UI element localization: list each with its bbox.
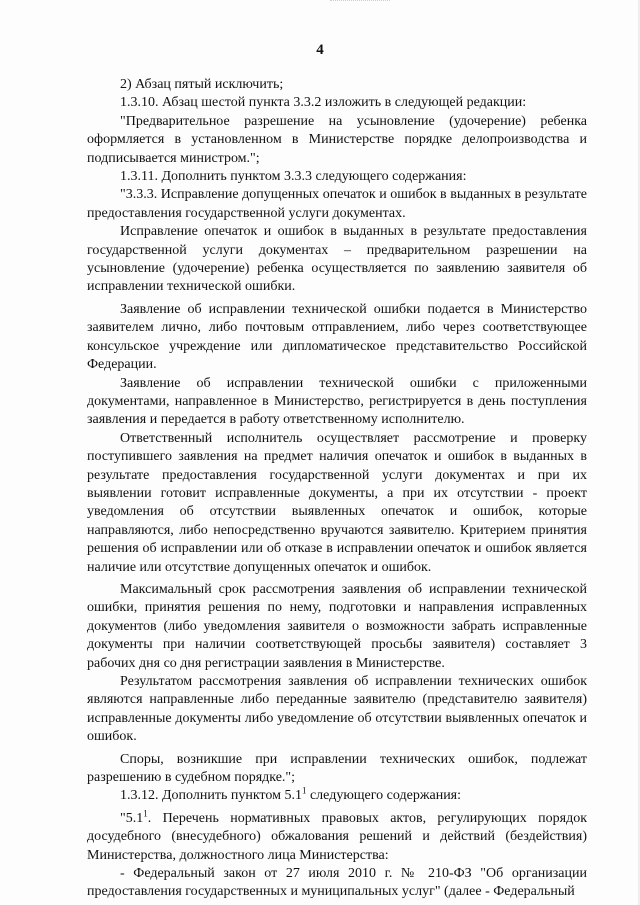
scan-artifact [330,0,390,4]
document-body [87,76,587,902]
paragraph-federal-law-210: - Федеральный закон от 27 июля 2010 г. № 210-ФЗ "Об организации предоставления государственных и муниципальных услуг" (далее - Федеральный [87,866,587,900]
paragraph-5-1-1 [87,810,587,865]
superscript-marker: 1 [143,808,148,819]
page-number: 4 [316,42,324,58]
paragraph-1-3-12-text-start: 1.3.12. Дополнить пунктом 5.1 [120,788,302,804]
paragraph-3-3-3: "3.3.3. Исправление допущенных опечаток и ошибок в выданных в результате предоставления государственной услуги документах. [87,187,587,221]
paragraph-disputes: Споры, возникшие при исправлении технических ошибок, подлежат разрешению в судебном порядке."; [87,751,587,786]
paragraph-review-result: Результатом рассмотрения заявления об исправлении технических ошибок являются направленные либо переданные заявителю (представителю заявителя) исправленные документы либо уведомление об отсутствии выявленных опечаток и ошибок. [87,674,587,745]
paragraph-quote-preliminary-permit: "Предварительное разрешение на усыновление (удочерение) ребенка оформляется в установленном в Министерстве порядке делопроизводства и подписывается министром."; [87,113,587,166]
paragraph-application-registration: Заявление об исправлении технической ошибки с приложенными документами, направленное в Министерство, регистрируется в день поступления заявления и передается в работу ответственному исполнителю. [87,375,587,428]
paragraph-1-3-10: 1.3.10. Абзац шестой пункта 3.3.2 изложить в следующей редакции: [120,95,527,111]
paragraph-application-submission: Заявление об исправлении технической ошибки подается в Министерство заявителем лично, либо почтовым отправлением, либо через соответствующее консульское учреждение или дипломатическое представительство Российской Федерации. [87,301,587,373]
paragraph-1-3-12-text-end: следующего содержания: [306,788,462,804]
paragraph-5-1-1-text-start: "5.1 [120,810,144,826]
paragraph-1-3-12 [87,787,587,805]
paragraph-1-3-11: 1.3.11. Дополнить пунктом 3.3.3 следующего содержания: [120,169,467,185]
paragraph-maximum-term: Максимальный срок рассмотрения заявления об исправлении технической ошибки, принятия решения по нему, подготовки и направления исправленных документов (либо уведомления заявителя о возможности забрать исправленные документы при наличии соответствующей просьбы заявителя) составляет 3 рабочих дня со дня регистрации заявления в Министерстве. [87,581,587,671]
superscript-marker: 1 [301,785,307,796]
paragraph-item-2: 2) Абзац пятый исключить; [120,77,284,92]
paragraph-5-1-1-text-end: . Перечень нормативных правовых актов, регулирующих порядок досудебного (внесудебного) обжалования решений и действий (бездействия) Министерства, должностного лица Министерства: [87,810,587,863]
paragraph-correction-basis: Исправление опечаток и ошибок в выданных в результате предоставления государственной услуги документах – предварительном разрешении на усыновление (удочерение) ребенка осуществляется по заявлению заявителя об исправлении технической ошибки. [87,224,587,295]
paragraph-executor-review: Ответственный исполнитель осуществляет рассмотрение и проверку поступившего заявления на предмет наличия опечаток и ошибок в выданных в результате предоставления государственной услуги документах и при их выявлении готовит исправленные документы, а при их отсутствии - проект уведомления об отсутствии выявленных опечаток и ошибок, которые направляются, либо непосредственно вручаются заявителю. Критерием принятия решения об исправлении или об отказе в исправлении опечаток и ошибок является наличие или отсутствие допущенных опечаток и ошибок. [87,430,587,575]
